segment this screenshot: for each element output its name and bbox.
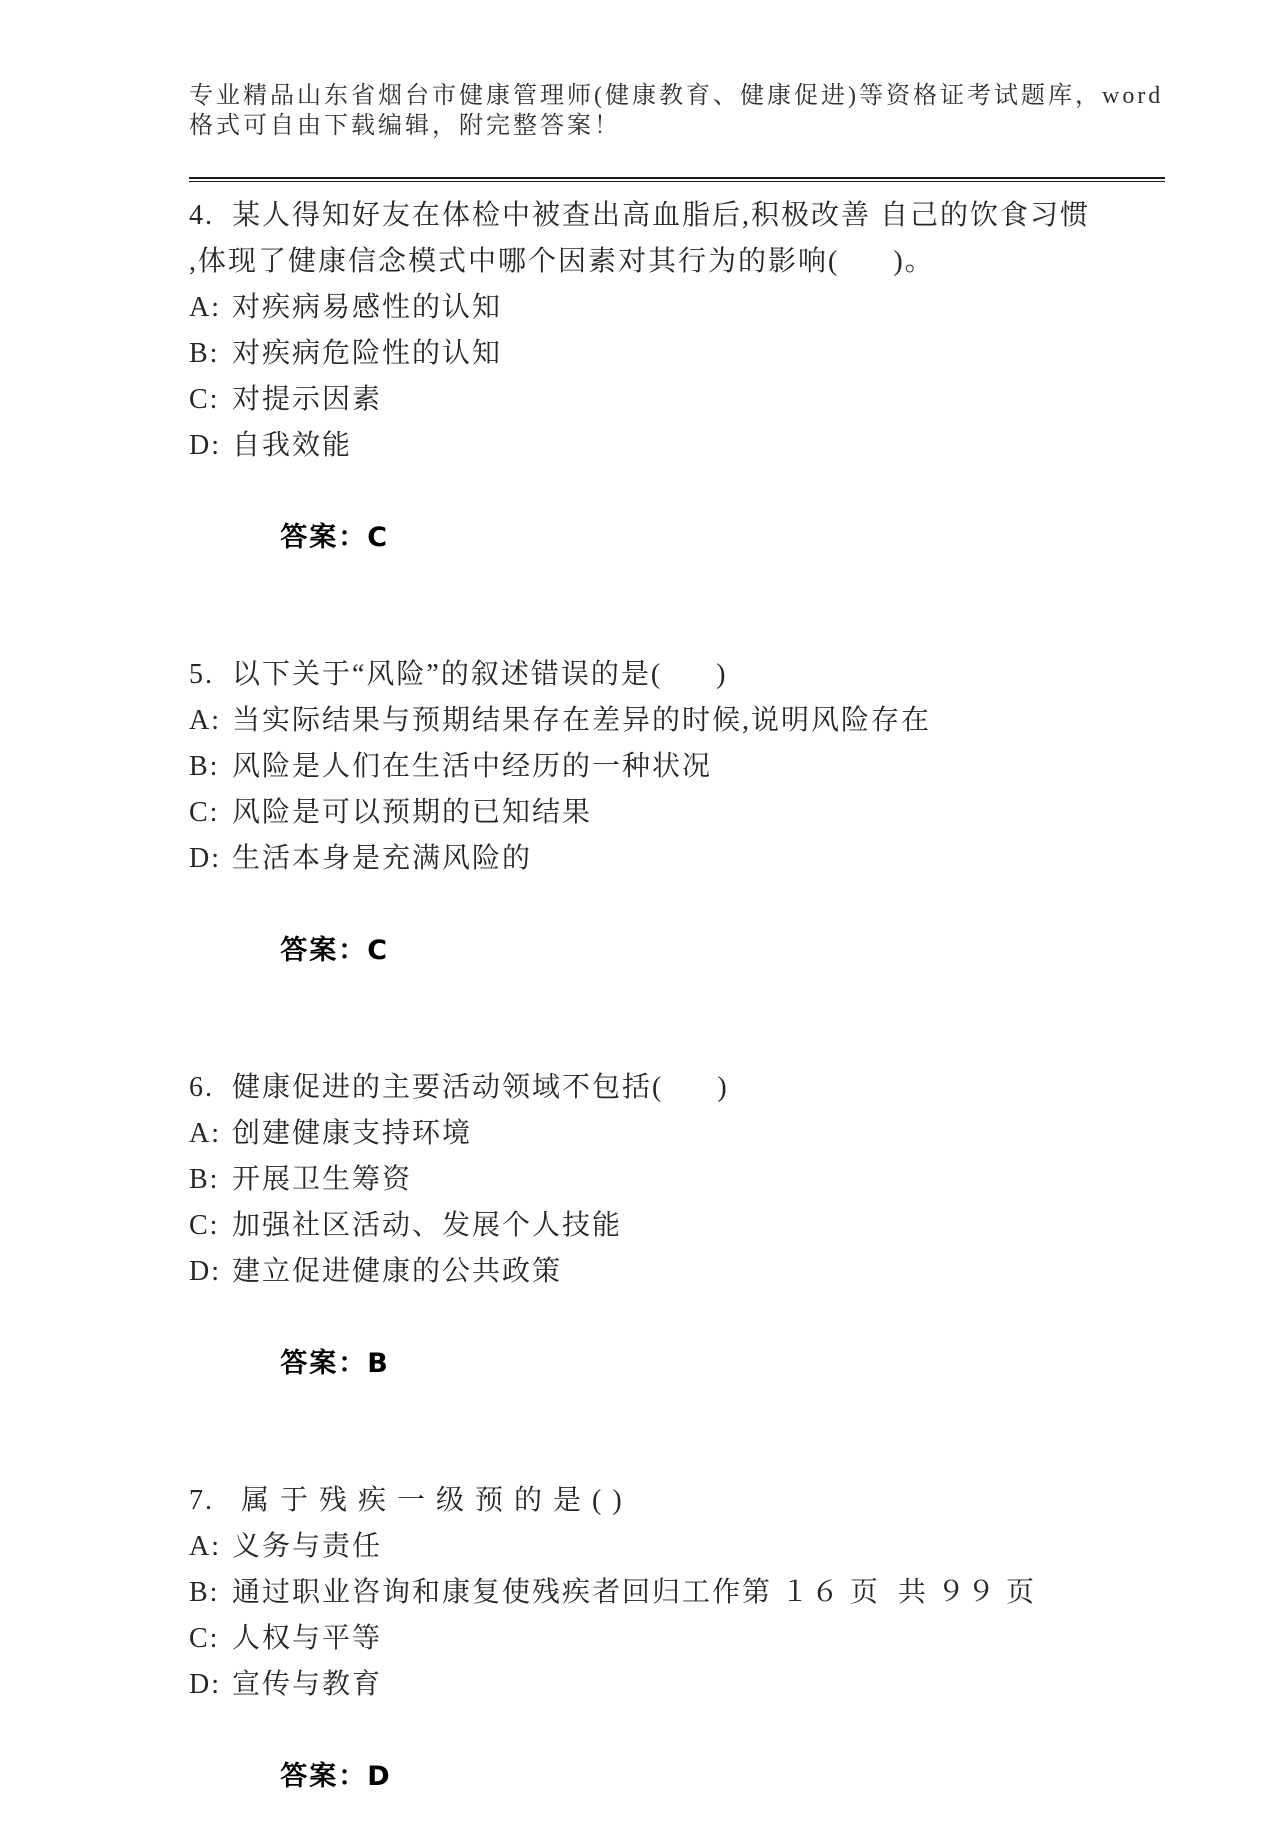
option-row-b bbox=[189, 331, 1165, 377]
answer-label: 答案： bbox=[280, 1348, 368, 1379]
question-text: 以下关于“风险”的叙述错误的是( ) bbox=[232, 659, 728, 690]
question-title-line-continued bbox=[189, 239, 1165, 285]
option-letter: A: bbox=[189, 292, 221, 323]
question-block-5 bbox=[189, 652, 1165, 1020]
option-row-a bbox=[189, 1111, 1165, 1157]
question-number: 4. bbox=[189, 200, 214, 231]
question-block-4 bbox=[189, 193, 1165, 607]
option-row-d bbox=[189, 836, 1165, 882]
option-row-b bbox=[189, 1157, 1165, 1203]
question-title-line bbox=[189, 1065, 1165, 1111]
header-line-1: 专业精品山东省烟台市健康管理师(健康教育、健康促进)等资格证考试题库，word bbox=[189, 83, 1164, 109]
question-number: 7. bbox=[189, 1485, 214, 1516]
option-row-d bbox=[189, 1249, 1165, 1295]
option-letter: C: bbox=[189, 1623, 220, 1654]
question-text: 健康促进的主要活动领域不包括( ) bbox=[232, 1072, 729, 1103]
option-row-b bbox=[189, 744, 1165, 790]
option-letter: C: bbox=[189, 797, 220, 828]
option-text: 加强社区活动、发展个人技能 bbox=[232, 1210, 623, 1241]
option-row-a bbox=[189, 285, 1165, 331]
option-text: 自我效能 bbox=[232, 430, 353, 461]
question-text: 某人得知好友在体检中被查出高血脂后,积极改善 自己的饮食习惯 bbox=[232, 200, 1091, 231]
question-title-line bbox=[189, 1478, 1165, 1524]
question-text: 属 于 残 疾 一 级 预 的 是 ( ) bbox=[232, 1485, 624, 1516]
answer-value: C bbox=[367, 935, 390, 966]
option-text: 开展卫生筹资 bbox=[232, 1164, 413, 1195]
header-line-2: 格式可自由下载编辑，附完整答案！ bbox=[189, 113, 621, 139]
option-letter: D: bbox=[189, 430, 221, 461]
option-text: 通过职业咨询和康复使残疾者回归工作第 １６ 页 共 ９９ 页 bbox=[232, 1577, 1037, 1608]
answer-label: 答案： bbox=[280, 1761, 368, 1792]
option-text: 对疾病易感性的认知 bbox=[232, 292, 503, 323]
question-number: 5. bbox=[189, 659, 214, 690]
option-text: 生活本身是充满风险的 bbox=[232, 843, 533, 874]
question-block-6 bbox=[189, 1065, 1165, 1433]
option-letter: B: bbox=[189, 751, 220, 782]
option-text: 人权与平等 bbox=[232, 1623, 383, 1654]
page-content bbox=[189, 0, 1165, 1846]
question-block-7 bbox=[189, 1478, 1165, 1846]
option-row-b bbox=[189, 1570, 1165, 1616]
option-letter: B: bbox=[189, 1164, 220, 1195]
option-text: 风险是人们在生活中经历的一种状况 bbox=[232, 751, 713, 782]
option-row-d bbox=[189, 423, 1165, 469]
option-row-c bbox=[189, 1616, 1165, 1662]
option-text: 宣传与教育 bbox=[232, 1669, 383, 1700]
option-letter: B: bbox=[189, 1577, 220, 1608]
page-header bbox=[189, 0, 1165, 141]
option-text: 对提示因素 bbox=[232, 384, 383, 415]
option-row-c bbox=[189, 1203, 1165, 1249]
question-number: 6. bbox=[189, 1072, 214, 1103]
answer-line bbox=[189, 882, 1165, 1020]
option-letter: A: bbox=[189, 1118, 221, 1149]
option-letter: C: bbox=[189, 384, 220, 415]
option-letter: C: bbox=[189, 1210, 220, 1241]
answer-value: B bbox=[367, 1348, 390, 1379]
option-letter: A: bbox=[189, 705, 221, 736]
option-letter: D: bbox=[189, 843, 221, 874]
header-divider-rule bbox=[189, 177, 1165, 182]
option-row-d bbox=[189, 1662, 1165, 1708]
answer-line bbox=[189, 1708, 1165, 1846]
answer-line bbox=[189, 1295, 1165, 1433]
option-letter: B: bbox=[189, 338, 220, 369]
option-row-a bbox=[189, 698, 1165, 744]
question-title-line bbox=[189, 193, 1165, 239]
answer-label: 答案： bbox=[280, 935, 368, 966]
option-text: 建立促进健康的公共政策 bbox=[232, 1256, 563, 1287]
option-row-a bbox=[189, 1524, 1165, 1570]
option-text: 对疾病危险性的认知 bbox=[232, 338, 503, 369]
answer-label: 答案： bbox=[280, 522, 368, 553]
option-text: 当实际结果与预期结果存在差异的时候,说明风险存在 bbox=[232, 705, 932, 736]
option-text: 创建健康支持环境 bbox=[232, 1118, 473, 1149]
option-text: 风险是可以预期的已知结果 bbox=[232, 797, 593, 828]
option-letter: D: bbox=[189, 1669, 221, 1700]
question-text-continued: ,体现了健康信念模式中哪个因素对其行为的影响( )。 bbox=[189, 246, 935, 277]
question-title-line bbox=[189, 652, 1165, 698]
answer-value: C bbox=[367, 522, 390, 553]
option-row-c bbox=[189, 377, 1165, 423]
option-letter: A: bbox=[189, 1531, 221, 1562]
option-row-c bbox=[189, 790, 1165, 836]
option-text: 义务与责任 bbox=[232, 1531, 383, 1562]
option-letter: D: bbox=[189, 1256, 221, 1287]
answer-value: D bbox=[367, 1761, 392, 1792]
answer-line bbox=[189, 469, 1165, 607]
